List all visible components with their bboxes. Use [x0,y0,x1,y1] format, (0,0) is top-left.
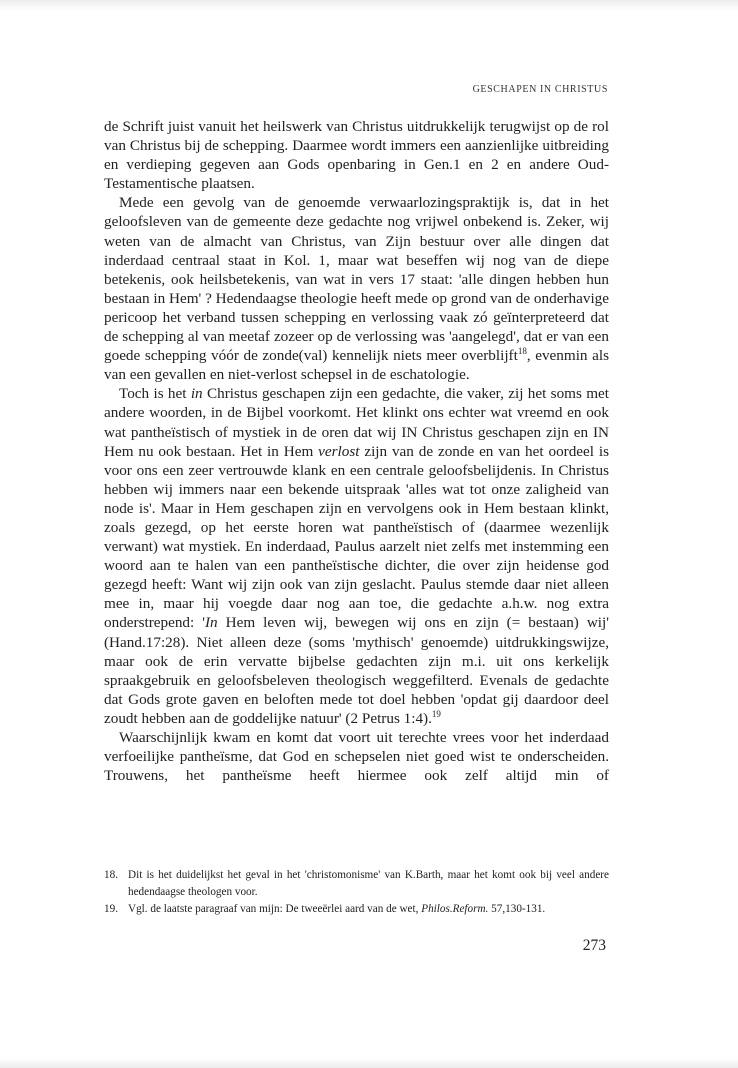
footnote-19 [104,901,609,918]
running-header: GESCHAPEN IN CHRISTUS [472,84,608,95]
footnote-number: 18. [104,869,118,881]
page-number: 273 [582,937,606,954]
footnotes [104,867,609,918]
scan-edge-bottom [0,1058,738,1068]
footnote-ref-19[interactable]: 19 [431,708,441,719]
footnote-18 [104,867,609,901]
footnote-number: 19. [104,903,118,915]
footnote-ref-18[interactable]: 18 [517,346,527,357]
footnote-text: Dit is het duidelijkst het geval in het 'christomonisme' van K.Barth, maar het komt ook bij veel andere hedendaagse theologen voor. [128,869,609,898]
paragraph-4: Waarschijnlijk kwam en komt dat voort uit terechte vrees voor het inderdaad verfoeilijke pantheïsme, dat God en schepselen niet goed wist te onderscheiden. Trouwens, het pantheïsme heeft hiermee ook zelf altijd min of [104,729,609,785]
paragraph-3: Toch is het in Christus geschapen zijn een gedachte, die vaker, zij het soms met andere woorden, in de Bijbel voorkomt. Het klinkt ons echter wat vreemd en ook wat pantheïstisch of mystiek in de oren dat wij IN Christus geschapen zijn en IN Hem nu ook bestaan. Het in Hem verlost zijn van de zonde en van het oordeel is voor ons een zeer vertrouwde klank en een centrale geloofsbelijdenis. In Christus hebben wij immers naar een bekende uitspraak 'alles wat tot onze zaligheid van node is'. Maar in Hem geschapen zijn en vervolgens ook in Hem bestaan klinkt, zoals gezegd, op het eerste horen wat pantheïstisch of (daarmee wezenlijk verwant) wat mystiek. En inderdaad, Paulus aarzelt niet zelfs met instemming een woord aan te halen van een pantheïstische dichter, die over zijn heidense god gezegd heeft: Want wij zijn ook van zijn geslacht. Paulus stemde daar niet alleen mee in, maar hij voegde daar nog aan toe, die gedachte a.h.w. nog extra onderstrepend: 'In Hem leven wij, bewegen wij ons en zijn (= bestaan) wij' (Hand.17:28). Niet alleen deze (soms 'mythisch' genoemde) uitdrukkingswijze, maar ook de erin vervatte bijbelse gedachten zijn m.i. uit ons kerkelijk spraakgebruik en geloofsbeleven theologisch weggefilterd. Evenals de gedachte dat Gods grote gaven en beloften mede tot doel hebben 'opdat gij daardoor deel zoudt hebben aan de goddelijke natuur' (2 Petrus 1:4).$^{19}$ [104,385,609,727]
scan-edge-top [0,0,738,10]
paragraph-2: Mede een gevolg van de genoemde verwaarlozingspraktijk is, dat in het geloofsleven van de gemeente deze gedachte nog vrijwel onbekend is. Zeker, wij weten van de almacht van Christus, van Zijn bestuur over alle dingen dat inderdaad centraal staat in Kol. 1, maar wat beseffen wij nog van de diepe betekenis, ook heilsbetekenis, van wat in vers 17 staat: 'alle dingen hebben hun bestaan in Hem' ? Hedendaagse theologie heeft mede op grond van de onderhavige pericoop het verband tussen schepping en verlossing vaak zó geïnterpreteerd dat de schepping al van meetaf zozeer op de verlossing was 'aangelegd', dat er van een goede schepping vóór de zonde(val) kennelijk niets meer overblijft$^{18}$, evenmin als van een gevallen en niet-verlost schepsel in de eschatologie. [104,194,609,384]
paragraph-1: de Schrift juist vanuit het heilswerk van Christus uitdrukkelijk terugwijst op de rol van Christus bij de schepping. Daarmee wordt immers een aanzienlijke uitbreiding en verdieping gegeven aan Gods openbaring in Gen.1 en 2 en andere Oud-Testamentische plaatsen. [104,118,609,193]
main-text [104,117,609,785]
footnote-text: Vgl. de laatste paragraaf van mijn: De tweeërlei aard van de wet, Philos.Reform. 57,130-131. [128,903,546,915]
